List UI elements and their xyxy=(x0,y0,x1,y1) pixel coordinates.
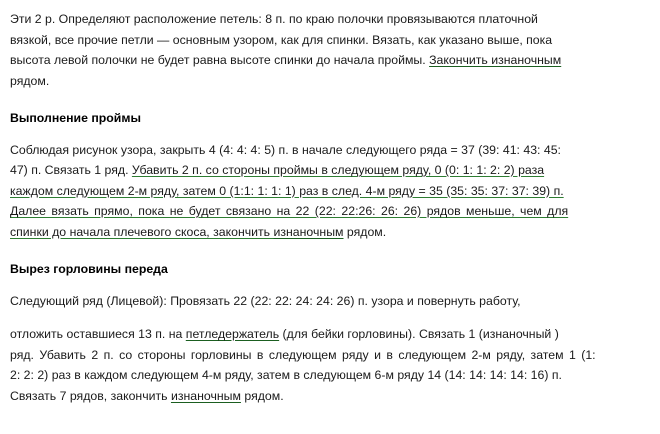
paragraph-line: Связать 7 рядов, закончить изнаночным рядом. xyxy=(10,388,284,403)
spacer xyxy=(0,242,660,259)
paragraph-line: Следующий ряд (Лицевой): Провязать 22 (22: 22: 24: 24: 26) п. узора и повернуть работу, xyxy=(10,293,521,308)
underlined-fragment: Закончить изнаночным xyxy=(429,53,562,67)
paragraph-line: вязкой, все прочие петли — основным узором, как для спинки. Вязать, как указано выше, пока xyxy=(10,32,553,47)
paragraph-armhole xyxy=(10,140,650,243)
paragraph-line: рядом. xyxy=(10,73,50,88)
paragraph-line: спинки до начала плечевого скоса, закончить изнаночным рядом. xyxy=(10,224,387,239)
underlined-fragment: изнаночным xyxy=(273,224,344,239)
heading-front-neckline: Вырез горловины переда xyxy=(10,262,168,276)
paragraph-line: Эти 2 р. Определяют расположение петель: 8 п. по краю полочки провязываются платочной xyxy=(10,12,538,26)
heading-armhole: Выполнение проймы xyxy=(10,111,141,125)
paragraph-left-front xyxy=(10,0,650,91)
paragraph-line: высота левой полочки не будет равна высоте спинки до начала проймы. Закончить изнаночным xyxy=(10,53,562,67)
spacer xyxy=(0,280,660,291)
underlined-fragment: спинки до начала плечевого скоса, закончить xyxy=(10,224,274,239)
paragraph-line: каждом следующем 2-м ряду, затем 0 (1:1: 1: 1: 1) раз в след. 4-м ряду = 35 (35: 35: 37: 37: 39) п. xyxy=(10,183,564,198)
underlined-fragment: Убавить 2 п. со стороны проймы в следующем ряду, 0 (0: 1: 1: 2: 2) раза xyxy=(131,163,545,177)
paragraph-front-neckline xyxy=(10,291,650,407)
underlined-fragment: петледержатель xyxy=(185,327,280,341)
paragraph-line: Соблюдая рисунок узора, закрыть 4 (4: 4: 4: 5) п. в начале следующего ряда = 37 (39: 41: 43: 45: xyxy=(10,142,561,157)
paragraph-line: Далее вязать прямо, пока не будет связано на 22 (22: 22:26: 26: 26) рядов меньше, чем для xyxy=(10,204,569,218)
paragraph-line: отложить оставшиеся 13 п. на петледержатель (для бейки горловины). Связать 1 (изнаночный ) xyxy=(10,327,559,341)
paragraph-line: 2: 2: 2) раз в каждом следующем 4-м ряду, затем в следующем 6-м ряду 14 (14: 14: 14: 14: 16) п. xyxy=(10,368,562,382)
underlined-fragment: изнаночным xyxy=(170,388,241,403)
spacer xyxy=(0,129,660,140)
paragraph-line: 47) п. Связать 1 ряд. Убавить 2 п. со стороны проймы в следующем ряду, 0 (0: 1: 1: 2: 2) раза xyxy=(10,163,545,177)
paragraph-line: ряд. Убавить 2 п. со стороны горловины в следующем ряду и в следующем 2-м ряду, затем 1 (1: xyxy=(10,347,596,362)
spacer xyxy=(0,91,660,108)
